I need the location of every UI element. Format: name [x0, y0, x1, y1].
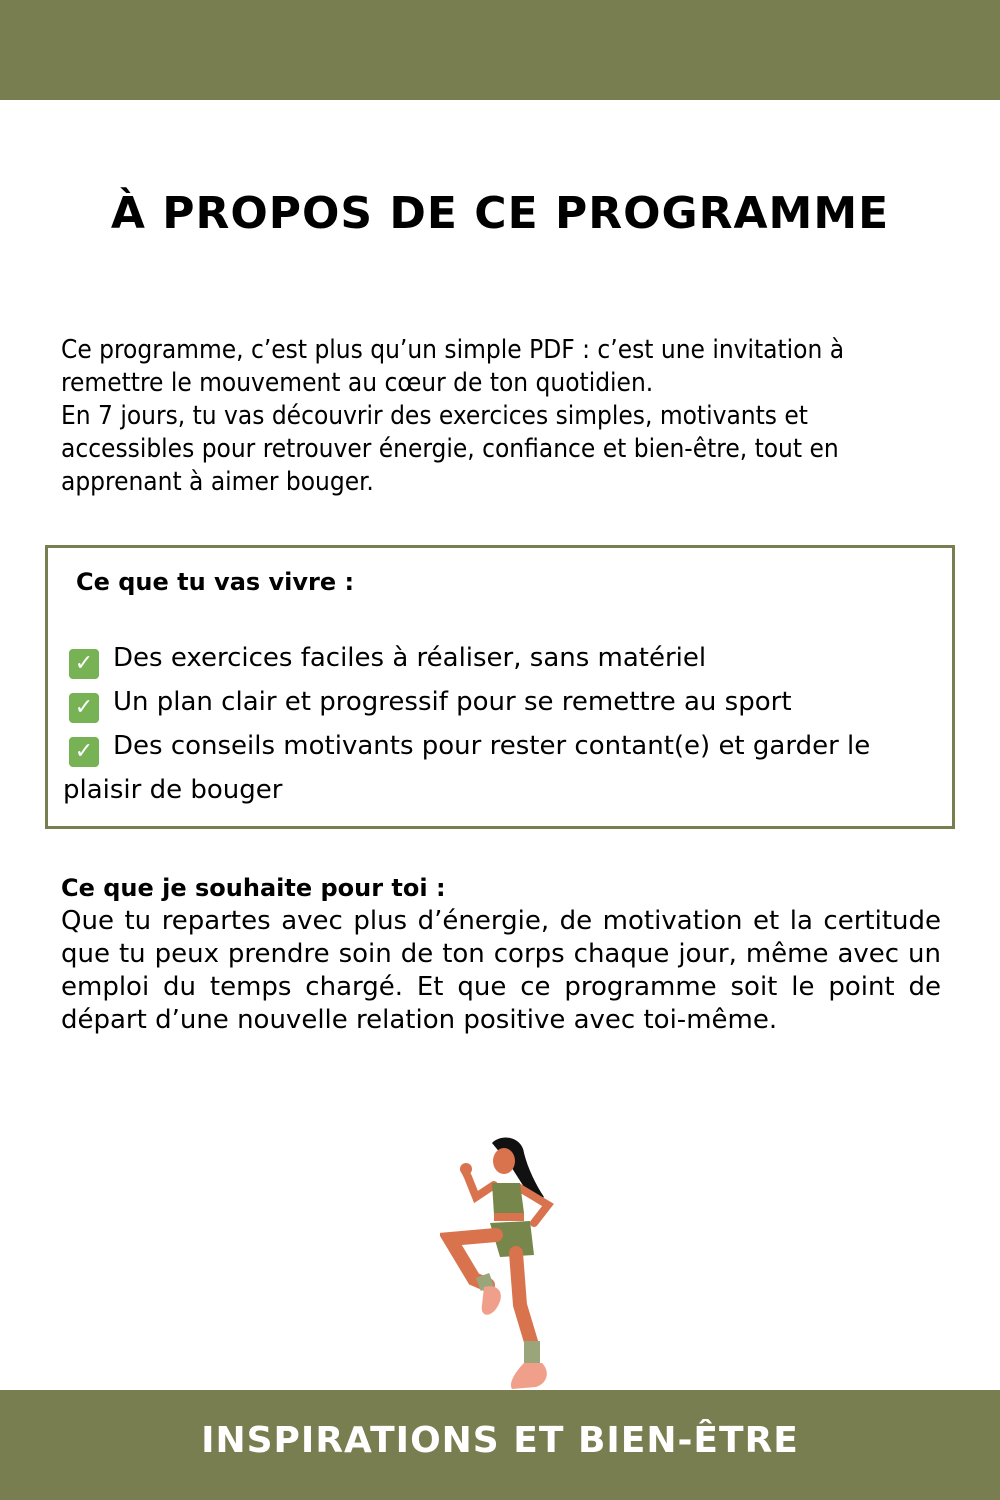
leg-standing	[516, 1253, 532, 1345]
intro-text	[61, 334, 941, 499]
footer-banner	[0, 1390, 1000, 1500]
shoe-raised	[482, 1286, 501, 1315]
head-shape	[493, 1148, 515, 1174]
list-item-text: Des conseils motivants pour rester contant(e) et garder le plaisir de bouger	[63, 731, 871, 805]
footer-brand: INSPIRATIONS ET BIEN-ÊTRE	[201, 1420, 799, 1461]
shoe-standing	[511, 1363, 547, 1389]
intro-paragraph-1: Ce programme, c’est plus qu’un simple PDF : c’est une invitation à remettre le mouvement au cœur de ton quotidien.	[61, 335, 845, 398]
sock-standing	[524, 1341, 540, 1363]
list-item	[63, 636, 933, 680]
list-item-text: Un plan clair et progressif pour se remettre au sport	[113, 687, 792, 717]
benefits-list	[63, 636, 933, 812]
wish-title: Ce que je souhaite pour toi :	[61, 874, 446, 902]
list-item	[63, 724, 933, 812]
runner-illustration	[440, 1135, 560, 1390]
fist-shape	[460, 1163, 472, 1175]
intro-paragraph-2: En 7 jours, tu vas découvrir des exercices simples, motivants et accessibles pour retrouver énergie, confiance et bien-être, tout en apprenant à aimer bouger.	[61, 401, 839, 497]
check-mark-icon: ✓	[69, 737, 99, 767]
top-banner	[0, 0, 1000, 100]
midriff-shape	[494, 1213, 524, 1221]
list-item-text: Des exercices faciles à réaliser, sans matériel	[113, 643, 707, 673]
check-mark-icon: ✓	[69, 693, 99, 723]
check-mark-icon: ✓	[69, 649, 99, 679]
benefits-title: Ce que tu vas vivre :	[76, 568, 355, 596]
benefits-box	[45, 545, 955, 829]
wish-body: Que tu repartes avec plus d’énergie, de motivation et la certitude que tu peux prendre soin de ton corps chaque jour, même avec un emploi du temps chargé. Et que ce programme soit le point de départ d’une nouvelle relation positive avec toi-même.	[61, 906, 941, 1035]
wish-section	[61, 872, 941, 1037]
top-shape	[492, 1183, 524, 1215]
list-item	[63, 680, 933, 724]
page-title: À PROPOS DE CE PROGRAMME	[110, 188, 890, 239]
